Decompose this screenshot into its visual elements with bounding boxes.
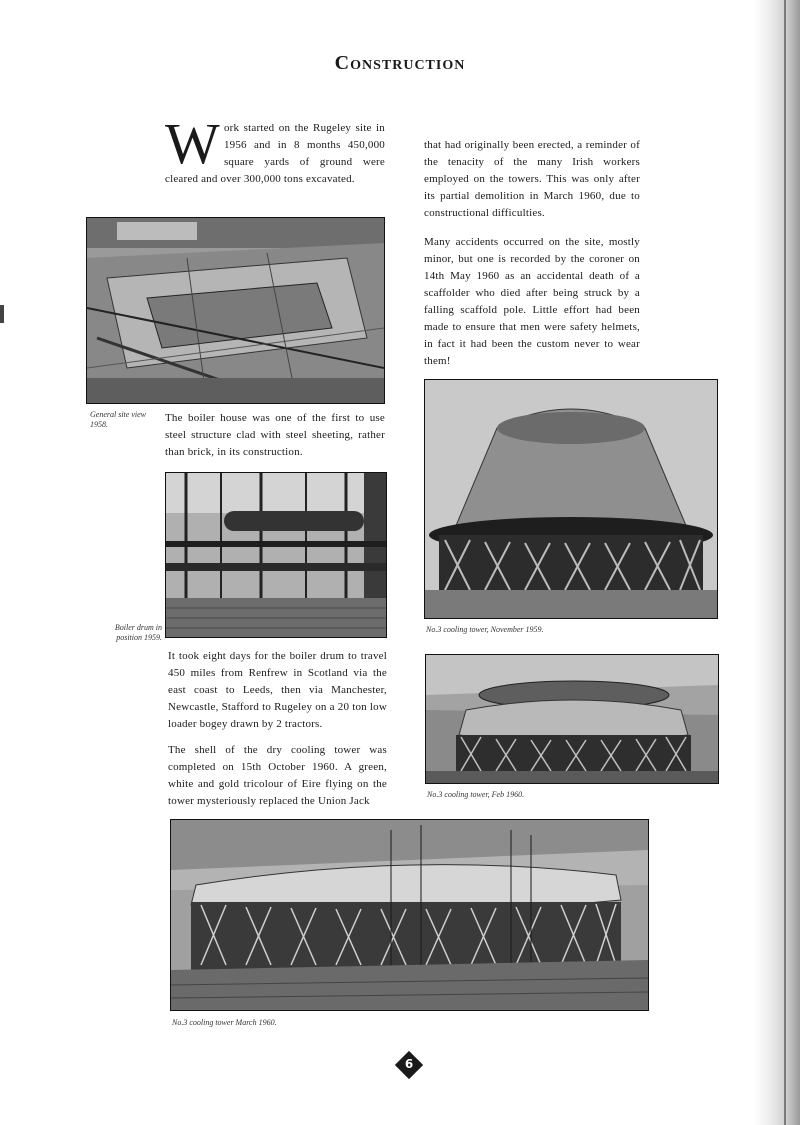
boiler-drum-photo xyxy=(165,472,387,638)
tower-march-caption: No.3 cooling tower March 1960. xyxy=(172,1018,277,1027)
page-number: 6 xyxy=(404,1057,414,1071)
intro-paragraph xyxy=(165,111,385,188)
boiler-drum-paragraph: It took eight days for the boiler drum to travel 450 miles from Renfrew in Scotland via the east coast to Leeds, then via Manchester, Newcastle, Stafford to Rugeley on a 20 ton low loader bogey drawn by 2 tractors. xyxy=(168,650,387,730)
tower-november-caption: No.3 cooling tower, November 1959. xyxy=(426,625,544,634)
intro-text: ork started on the Rugeley site in 1956 and in 8 months 450,000 square yards of ground were cleared and over 300,000 tons excavated. xyxy=(165,122,385,185)
page-edge-line xyxy=(784,0,786,1125)
page-number-badge xyxy=(396,1052,424,1080)
tower-february-caption: No.3 cooling tower, Feb 1960. xyxy=(427,790,525,799)
tower-february-photo xyxy=(425,654,719,784)
binding-mark xyxy=(0,305,4,323)
drop-cap: W xyxy=(165,111,220,176)
tower-march-photo xyxy=(170,819,649,1011)
boiler-house-paragraph: The boiler house was one of the first to use steel structure clad with steel sheeting, rather than brick, in its construction. xyxy=(165,412,385,458)
boiler-drum-caption: Boiler drum in position 1959. xyxy=(114,623,162,642)
shell-paragraph: The shell of the dry cooling tower was completed on 15th October 1960. A green, white and gold tricolour of Eire flying on the tower mysteriously replaced the Union Jack xyxy=(168,744,387,807)
general-site-caption: General site view 1958. xyxy=(90,410,146,429)
page-edge-shadow xyxy=(754,0,800,1125)
tower-november-photo xyxy=(424,379,718,619)
general-site-photo xyxy=(86,217,385,404)
continued-paragraph: that had originally been erected, a reminder of the tenacity of the many Irish workers employed on the towers. This was only after its partial demolition in March 1960, due to constructional difficulties. xyxy=(424,139,640,219)
page-title: Construction xyxy=(334,52,466,74)
accidents-paragraph: Many accidents occurred on the site, mostly minor, but one is recorded by the coroner on 14th May 1960 as an accidental death of a scaffolder who died after being struck by a falling scaffold pole. Little effort had been made to ensure that men were safety helmets, in fact it had been the custom never to wear them! xyxy=(424,236,640,367)
